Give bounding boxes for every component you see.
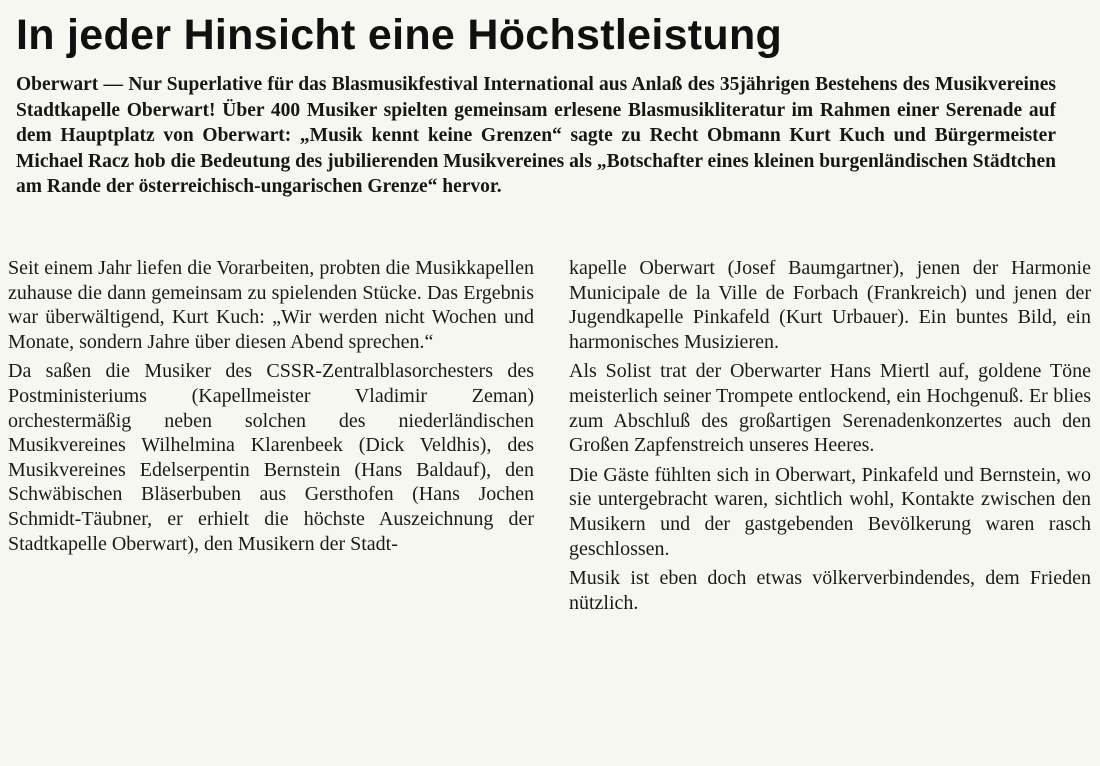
right-paragraph-3: Die Gäste fühlten sich in Oberwart, Pinkafeld und Bernstein, wo sie untergebracht waren, sichtlich wohl, Kontakte zwischen den Musikern und der gastgebenden Bevölkerung waren rasch geschlossen. (569, 463, 1091, 560)
right-paragraph-2: Als Solist trat der Oberwarter Hans Miertl auf, goldene Töne meisterlich seiner Trompete entlockend, ein Hochgenuß. Er blies zum Abschluß des großartigen Serenadenkonzertes auch den Großen Zapfenstreich unseres Heeres. (569, 360, 1091, 457)
article-headline: In jeder Hinsicht eine Höchstleistung (16, 11, 783, 59)
left-paragraph-1: Seit einem Jahr liefen die Vorarbeiten, probten die Musikkapellen zuhause die dann gemeinsam zu spielenden Stücke. Das Ergebnis war überwältigend, Kurt Kuch: „Wir werden nicht Wochen und Monate, sondern Jahre über diesen Abend sprechen.“ (8, 257, 534, 353)
right-paragraph-4: Musik ist eben doch etwas völkerverbindendes, dem Frieden nützlich. (569, 567, 1091, 614)
article-lead-paragraph: Oberwart — Nur Superlative für das Blasmusikfestival International aus Anlaß des 35jährigen Bestehens des Musikvereines Stadtkapelle Oberwart! Über 400 Musiker spielten gemeinsam erlesene Blasmusikliteratur im Rahmen einer Serenade auf dem Hauptplatz von Oberwart: „Musik kennt keine Grenzen“ sagte zu Recht Obmann Kurt Kuch und Bürgermeister Michael Racz hob die Bedeutung des jubilierenden Musikvereines als „Botschafter eines kleinen burgenländischen Städtchen am Rande der österreichisch-ungarischen Grenze“ hervor. (16, 74, 1056, 197)
article-right-column (569, 256, 1091, 620)
left-paragraph-2: Da saßen die Musiker des CSSR-Zentralblasorchesters des Postministeriums (Kapellmeister Vladimir Zeman) orchestermäßig neben solchen des niederländischen Musikvereines Wilhelmina Klarenbeek (Dick Veldhis), des Musikvereines Edelserpentin Bernstein (Hans Baldauf), den Schwäbischen Bläserbuben aus Gersthofen (Hans Jochen Schmidt-Täubner, er erhielt die höchste Auszeichnung der Stadtkapelle Oberwart), den Musikern der Stadt- (8, 360, 534, 555)
article-left-column (8, 256, 534, 561)
right-paragraph-1: kapelle Oberwart (Josef Baumgartner), jenen der Harmonie Municipale de la Ville de Forbach (Frankreich) und jenen der Jugendkapelle Pinkafeld (Kurt Urbauer). Ein buntes Bild, ein harmonisches Musizieren. (569, 257, 1091, 353)
